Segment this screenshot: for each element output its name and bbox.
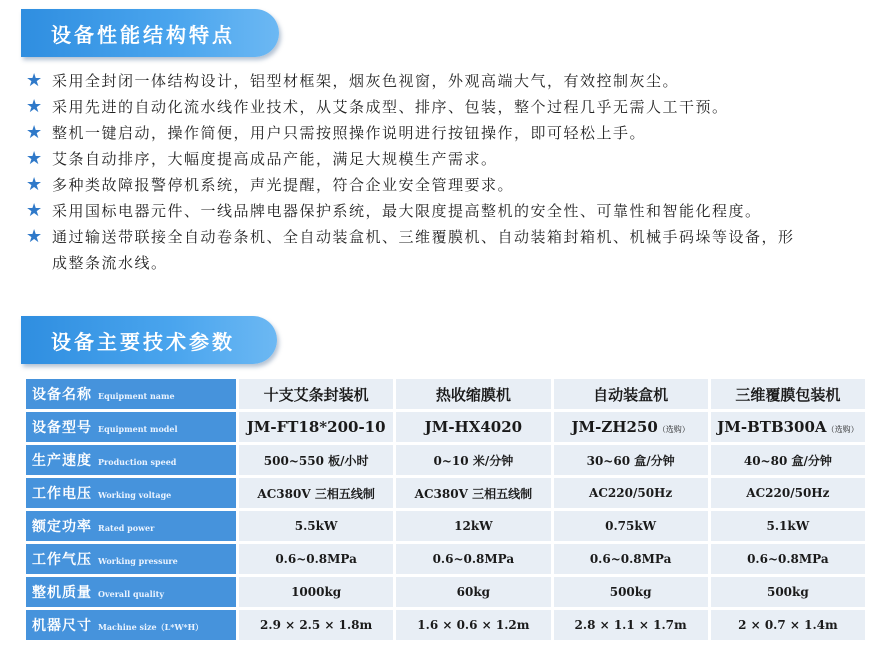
table-cell: 500~550 板/小时 [239, 445, 393, 475]
row-label [26, 610, 236, 640]
table-cell: 0.6~0.8MPa [554, 544, 708, 574]
table-row [26, 445, 865, 475]
row-label-en: Working voltage [98, 490, 172, 500]
feature-item [22, 198, 862, 224]
row-label-en: Production speed [98, 457, 177, 467]
feature-item [22, 68, 862, 94]
model-value: JM-HX4020 [424, 418, 523, 436]
table-cell: 0~10 米/分钟 [396, 445, 550, 475]
row-label-en: Overall quality [98, 589, 164, 599]
table-cell: 2 × 0.7 × 1.4m [711, 610, 865, 640]
feature-item [22, 94, 862, 120]
table-cell: 1000kg [239, 577, 393, 607]
table-cell: 十支艾条封装机 [239, 379, 393, 409]
row-label-cn: 设备型号 [32, 420, 92, 436]
table-row [26, 544, 865, 574]
table-cell: AC220/50Hz [711, 478, 865, 508]
table-row [26, 610, 865, 640]
feature-text: 采用国标电器元件、一线品牌电器保护系统，最大限度提高整机的安全性、可靠性和智能化程度。 [52, 202, 762, 220]
row-label-en: Equipment name [98, 391, 175, 401]
table-cell: 三维覆膜包装机 [711, 379, 865, 409]
table-cell: 500kg [554, 577, 708, 607]
table-cell: 5.5kW [239, 511, 393, 541]
star-icon: ★ [26, 226, 44, 247]
row-label-cn: 工作气压 [32, 552, 92, 568]
table-cell [239, 412, 393, 442]
feature-item [22, 224, 862, 276]
section-header-specs [21, 316, 277, 364]
spec-table [23, 376, 868, 643]
row-label-cn: 设备名称 [32, 387, 92, 403]
model-value: JM-BTB300A [717, 418, 827, 436]
row-label-cn: 额定功率 [32, 519, 92, 535]
row-label-en: Rated power [98, 523, 155, 533]
section-title-specs: 设备主要技术参数 [51, 329, 235, 354]
feature-text: 采用全封闭一体结构设计，铝型材框架，烟灰色视窗，外观高端大气，有效控制灰尘。 [52, 72, 680, 90]
table-cell: 自动装盒机 [554, 379, 708, 409]
row-label [26, 511, 236, 541]
row-label-en: Equipment model [98, 424, 178, 434]
table-cell: 2.9 × 2.5 × 1.8m [239, 610, 393, 640]
table-cell: AC380V 三相五线制 [239, 478, 393, 508]
model-value: JM-ZH250 [571, 418, 658, 436]
row-label [26, 412, 236, 442]
feature-item [22, 172, 862, 198]
table-cell [396, 412, 550, 442]
table-row [26, 511, 865, 541]
table-row [26, 478, 865, 508]
star-icon: ★ [26, 96, 44, 117]
row-label-cn: 机器尺寸 [32, 618, 92, 634]
table-cell: 热收缩膜机 [396, 379, 550, 409]
section-header-features [21, 9, 279, 57]
table-row [26, 577, 865, 607]
row-label-cn: 生产速度 [32, 453, 92, 469]
table-cell: 0.6~0.8MPa [396, 544, 550, 574]
feature-text: 整机一键启动，操作简便，用户只需按照操作说明进行按钮操作，即可轻松上手。 [52, 124, 647, 142]
table-cell: AC220/50Hz [554, 478, 708, 508]
feature-list [22, 68, 862, 276]
table-cell: 0.6~0.8MPa [239, 544, 393, 574]
table-cell: 5.1kW [711, 511, 865, 541]
table-cell [711, 412, 865, 442]
row-label [26, 544, 236, 574]
feature-item [22, 120, 862, 146]
row-label [26, 478, 236, 508]
table-row [26, 379, 865, 409]
table-cell: 12kW [396, 511, 550, 541]
table-cell: 60kg [396, 577, 550, 607]
row-label-cn: 整机质量 [32, 585, 92, 601]
row-label [26, 577, 236, 607]
row-label [26, 379, 236, 409]
table-cell: 30~60 盒/分钟 [554, 445, 708, 475]
table-cell: 0.6~0.8MPa [711, 544, 865, 574]
optional-note: （选购） [826, 425, 859, 434]
star-icon: ★ [26, 70, 44, 91]
optional-note: （选购） [657, 425, 690, 434]
star-icon: ★ [26, 174, 44, 195]
feature-text: 多种类故障报警停机系统，声光提醒，符合企业安全管理要求。 [52, 176, 515, 194]
table-cell: 0.75kW [554, 511, 708, 541]
table-cell: 1.6 × 0.6 × 1.2m [396, 610, 550, 640]
model-value: JM-FT18*200-10 [246, 418, 386, 436]
feature-text: 通过输送带联接全自动卷条机、全自动装盒机、三维覆膜机、自动装箱封箱机、机械手码垛等设备，形成整条流水线。 [52, 228, 795, 272]
table-cell: 2.8 × 1.1 × 1.7m [554, 610, 708, 640]
row-label-en: Working pressure [98, 556, 178, 566]
table-cell: AC380V 三相五线制 [396, 478, 550, 508]
row-label-cn: 工作电压 [32, 486, 92, 502]
feature-item [22, 146, 862, 172]
row-label [26, 445, 236, 475]
star-icon: ★ [26, 148, 44, 169]
table-row [26, 412, 865, 442]
star-icon: ★ [26, 200, 44, 221]
star-icon: ★ [26, 122, 44, 143]
table-cell: 40~80 盒/分钟 [711, 445, 865, 475]
feature-text: 艾条自动排序，大幅度提高成品产能，满足大规模生产需求。 [52, 150, 498, 168]
table-cell [554, 412, 708, 442]
row-label-en: Machine size（L*W*H） [98, 622, 204, 632]
section-title-features: 设备性能结构特点 [51, 22, 235, 47]
feature-text: 采用先进的自动化流水线作业技术，从艾条成型、排序、包装，整个过程几乎无需人工干预。 [52, 98, 729, 116]
table-cell: 500kg [711, 577, 865, 607]
